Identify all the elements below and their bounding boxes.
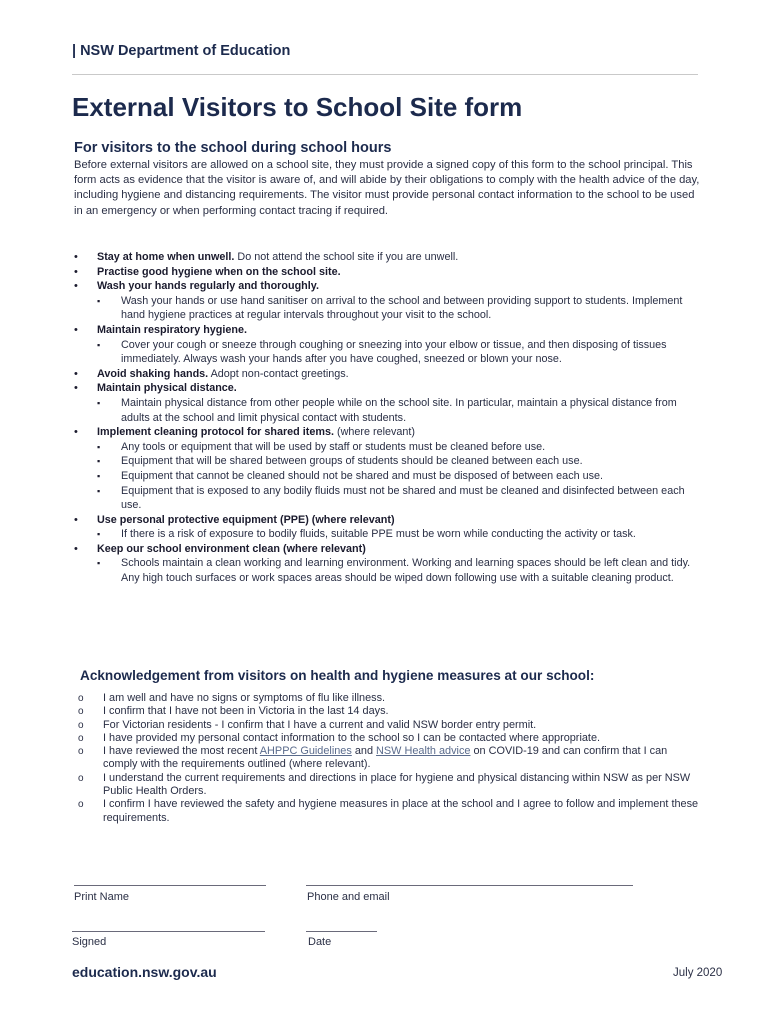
measure-heading: Use personal protective equipment (PPE) (where relevant) (97, 513, 395, 526)
ack-item: o I confirm that I have not been in Victoria in the last 14 days. (78, 705, 704, 718)
measure-sublist (97, 556, 700, 585)
measure-sublist (97, 396, 700, 425)
ack-item-reviewed (78, 745, 704, 772)
measure-sublist (97, 294, 700, 323)
measure-heading: Maintain respiratory hygiene. (97, 323, 247, 336)
measure-heading: Maintain physical distance. (97, 382, 237, 395)
phone-email-line[interactable] (306, 885, 633, 886)
measure-subitem: ▪ Schools maintain a clean working and learning environment. Working and learning spaces should be left clean and tidy. Any high touch surfaces or work spaces areas should be wiped down following use with a suitable cleaning product. (97, 556, 700, 585)
ack-item: o For Victorian residents - I confirm that I have a current and valid NSW border entry permit. (78, 719, 704, 732)
hygiene-measures-list (74, 250, 700, 586)
ack-item: o I understand the current requirements and directions in place for hygiene and physical distancing within NSW as per NSW Public Health Orders. (78, 772, 704, 799)
ahppc-guidelines-link[interactable]: AHPPC Guidelines (259, 745, 352, 758)
measure-item (74, 513, 700, 542)
intro-paragraph: Before external visitors are allowed on a school site, they must provide a signed copy of this form to the school principal. This form acts as evidence that the visitor is aware of, and will abide by their obligations to comply with the health advice of the day, including hygiene and distancing requirements. The visitor must provide personal contact information to the school to be used in an emergency or when performing contact tracing if required. (74, 159, 700, 217)
ack-item: o I confirm I have reviewed the safety and hygiene measures in place at the school and I agree to follow and implement these requirements. (78, 798, 704, 825)
measure-item (74, 265, 700, 280)
measure-subitem: ▪ Cover your cough or sneeze through coughing or sneezing into your elbow or tissue, and then disposing of tissues immediately. Always wash your hands after you have coughed, sneezed or blown your nose. (97, 338, 700, 367)
date-line[interactable] (306, 931, 377, 932)
page-title: External Visitors to School Site form (72, 92, 523, 122)
measure-subitem: ▪ Maintain physical distance from other people while on the school site. In particular, maintain a physical distance from adults at the school and limit physical contact with students. (97, 396, 700, 425)
measure-item (74, 250, 700, 265)
ack-text: I have reviewed the most recent (103, 745, 260, 758)
measure-subitem: ▪ Equipment that will be shared between groups of students should be cleaned between each use. (97, 454, 700, 469)
acknowledgement-title: Acknowledgement from visitors on health and hygiene measures at our school: (80, 668, 595, 683)
measure-sublist (97, 338, 700, 367)
header-divider (72, 74, 698, 75)
measure-heading: Practise good hygiene when on the school site. (97, 265, 341, 278)
measure-heading: Wash your hands regularly and thoroughly. (97, 280, 319, 293)
department-header: | NSW Department of Education (72, 43, 291, 59)
ack-item: o I have provided my personal contact information to the school so I can be contacted where appropriate. (78, 732, 704, 745)
measure-sublist (97, 440, 700, 513)
phone-email-label: Phone and email (307, 891, 390, 903)
acknowledgement-list (78, 692, 704, 825)
measure-item (74, 323, 700, 367)
measure-item (74, 367, 700, 382)
measure-text: Adopt non-contact greetings. (208, 367, 349, 380)
ack-text: on COVID-19 and can confirm that I can comply with the requirements outlined (where relevant). (103, 745, 668, 771)
ack-text: and (351, 745, 377, 758)
measure-sublist (97, 527, 700, 542)
signed-label: Signed (72, 936, 107, 948)
print-name-line[interactable] (74, 885, 266, 886)
measure-heading: Stay at home when unwell. (97, 251, 235, 263)
measure-item (74, 542, 700, 586)
ack-item: o I am well and have no signs or symptoms of flu like illness. (78, 692, 704, 705)
nsw-health-advice-link[interactable]: NSW Health advice (376, 745, 471, 758)
measure-text: Do not attend the school site if you are unwell. (234, 251, 459, 263)
section-subtitle: For visitors to the school during school hours (74, 140, 392, 156)
measure-heading: Avoid shaking hands. (97, 367, 209, 380)
date-label: Date (308, 936, 332, 948)
footer-date: July 2020 (673, 967, 723, 979)
measure-heading: Keep our school environment clean (where relevant) (97, 542, 366, 555)
measure-subitem: ▪ Equipment that is exposed to any bodily fluids must not be shared and must be cleaned and disinfected between each use. (97, 484, 700, 513)
signature-line[interactable] (72, 931, 265, 932)
measure-item (74, 381, 700, 425)
measure-item (74, 425, 700, 513)
measure-text: (where relevant) (333, 426, 415, 439)
measure-subitem: ▪ If there is a risk of exposure to bodily fluids, suitable PPE must be worn while conducting the activity or task. (97, 527, 700, 542)
measure-heading: Implement cleaning protocol for shared items. (97, 426, 334, 439)
measure-subitem: ▪ Any tools or equipment that will be used by staff or students must be cleaned before use. (97, 440, 700, 455)
measure-subitem: ▪ Equipment that cannot be cleaned should not be shared and must be disposed of between each use. (97, 469, 700, 484)
measure-subitem: ▪ Wash your hands or use hand sanitiser on arrival to the school and between providing support to students. Implement hand hygiene practices at regular intervals throughout your visit to the school. (97, 294, 700, 323)
footer-url: education.nsw.gov.au (72, 964, 217, 980)
print-name-label: Print Name (74, 891, 130, 903)
measure-item (74, 279, 700, 323)
